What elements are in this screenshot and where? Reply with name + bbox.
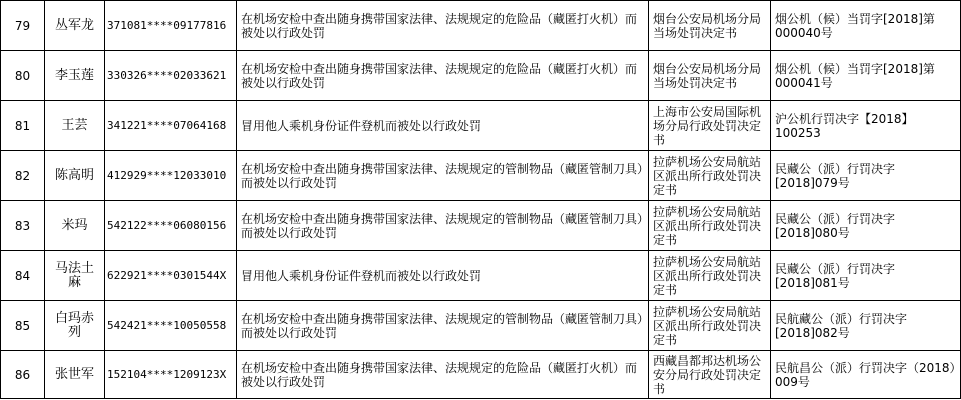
row-number: 83: [1, 201, 45, 251]
id-number: 542421****10050558: [105, 301, 237, 351]
decision-number: 民藏公（派）行罚决字[2018]080号: [771, 201, 961, 251]
id-number: 152104****1209123X: [105, 351, 237, 399]
id-number: 542122****06080156: [105, 201, 237, 251]
id-number: 341221****07064168: [105, 101, 237, 151]
decision-number: 烟公机（候）当罚字[2018]第000040号: [771, 1, 961, 51]
table-body: [1, 1, 961, 399]
penalty-reason: 在机场安检中查出随身携带国家法律、法规规定的管制物品（藏匿管制刀具）而被处以行政处罚: [237, 151, 649, 201]
table-row: [1, 1, 961, 51]
penalty-reason: 在机场安检中查出随身携带国家法律、法规规定的管制物品（藏匿管制刀具）而被处以行政处罚: [237, 201, 649, 251]
penalty-reason: 在机场安检中查出随身携带国家法律、法规规定的管制物品（藏匿管制刀具）而被处以行政处罚: [237, 301, 649, 351]
id-number: 330326****02033621: [105, 51, 237, 101]
issuing-authority: 西藏昌都邦达机场公安分局行政处罚决定书: [649, 351, 771, 399]
person-name: 米玛: [45, 201, 105, 251]
table-row: [1, 151, 961, 201]
table-row: [1, 301, 961, 351]
issuing-authority: 上海市公安局国际机场分局行政处罚决定书: [649, 101, 771, 151]
penalty-reason: 在机场安检中查出随身携带国家法律、法规规定的危险品（藏匿打火机）而被处以行政处罚: [237, 51, 649, 101]
issuing-authority: 拉萨机场公安局航站区派出所行政处罚决定书: [649, 201, 771, 251]
decision-number: 民藏公（派）行罚决字[2018]079号: [771, 151, 961, 201]
issuing-authority: 烟台公安局机场分局当场处罚决定书: [649, 1, 771, 51]
row-number: 80: [1, 51, 45, 101]
decision-number: 沪公机行罚决字【2018】100253: [771, 101, 961, 151]
row-number: 85: [1, 301, 45, 351]
issuing-authority: 拉萨机场公安局航站区派出所行政处罚决定书: [649, 251, 771, 301]
penalty-reason: 冒用他人乘机身份证件登机而被处以行政处罚: [237, 251, 649, 301]
decision-number: 民藏公（派）行罚决字[2018]081号: [771, 251, 961, 301]
person-name: 张世军: [45, 351, 105, 399]
table-row: [1, 251, 961, 301]
id-number: 622921****0301544X: [105, 251, 237, 301]
penalty-reason: 在机场安检中查出随身携带国家法律、法规规定的危险品（藏匿打火机）而被处以行政处罚: [237, 1, 649, 51]
table-row: [1, 201, 961, 251]
table-row: [1, 101, 961, 151]
person-name: 陈高明: [45, 151, 105, 201]
row-number: 84: [1, 251, 45, 301]
person-name: 白玛赤列: [45, 301, 105, 351]
decision-number: 民航藏公（派）行罚决字[2018]082号: [771, 301, 961, 351]
id-number: 371081****09177816: [105, 1, 237, 51]
penalty-reason: 在机场安检中查出随身携带国家法律、法规规定的危险品（藏匿打火机）而被处以行政处罚: [237, 351, 649, 399]
row-number: 86: [1, 351, 45, 399]
decision-number: 民航昌公（派）行罚决字（2018）009号: [771, 351, 961, 399]
person-name: 丛军龙: [45, 1, 105, 51]
table-row: [1, 51, 961, 101]
issuing-authority: 烟台公安局机场分局当场处罚决定书: [649, 51, 771, 101]
person-name: 马法土麻: [45, 251, 105, 301]
row-number: 82: [1, 151, 45, 201]
row-number: 79: [1, 1, 45, 51]
decision-number: 烟公机（候）当罚字[2018]第000041号: [771, 51, 961, 101]
id-number: 412929****12033010: [105, 151, 237, 201]
issuing-authority: 拉萨机场公安局航站区派出所行政处罚决定书: [649, 301, 771, 351]
issuing-authority: 拉萨机场公安局航站区派出所行政处罚决定书: [649, 151, 771, 201]
table-row: [1, 351, 961, 399]
penalty-reason: 冒用他人乘机身份证件登机而被处以行政处罚: [237, 101, 649, 151]
person-name: 王芸: [45, 101, 105, 151]
row-number: 81: [1, 101, 45, 151]
person-name: 李玉莲: [45, 51, 105, 101]
